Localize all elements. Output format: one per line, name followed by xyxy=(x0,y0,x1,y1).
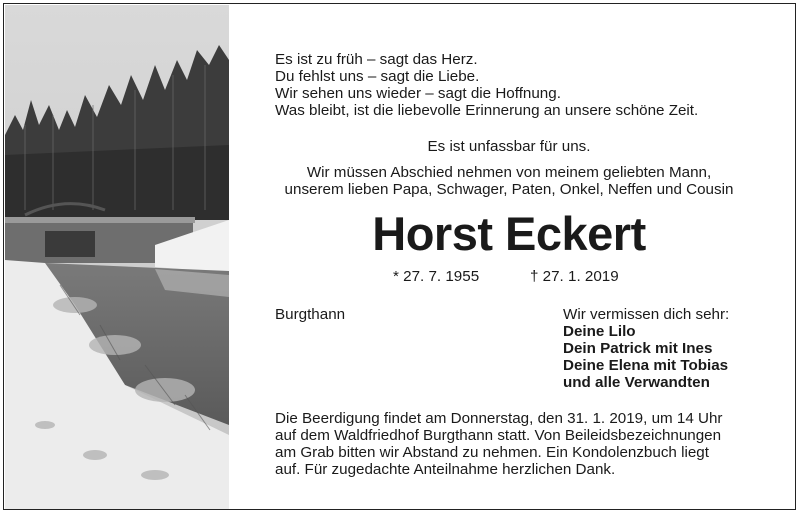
family-list xyxy=(563,323,728,391)
deceased-name: Horst Eckert xyxy=(372,207,646,260)
miss-heading: Wir vermissen dich sehr: xyxy=(563,306,730,323)
family-member: und alle Verwandten xyxy=(563,374,710,391)
funeral-line-4: auf. Für zugedachte Anteilnahme herzlichen Dank. xyxy=(275,461,616,478)
poem xyxy=(275,51,698,119)
family-member: Deine Lilo xyxy=(563,323,636,340)
poem-line-2: Du fehlst uns – sagt die Liebe. xyxy=(275,68,480,85)
abschied-line-2: unserem lieben Papa, Schwager, Paten, Onkel, Neffen und Cousin xyxy=(284,181,734,198)
unfassbar-line: Es ist unfassbar für uns. xyxy=(427,138,591,155)
funeral-line-2: auf dem Waldfriedhof Burgthann statt. Von Beileidsbezeichnungen xyxy=(275,427,722,444)
birth-date: * 27. 7. 1955 xyxy=(393,268,480,285)
poem-line-1: Es ist zu früh – sagt das Herz. xyxy=(275,51,478,68)
winter-canal-photo xyxy=(5,5,229,509)
abschied-line-1: Wir müssen Abschied nehmen von meinem geliebten Mann, xyxy=(306,164,712,181)
abschied-text xyxy=(275,164,743,198)
winter-canal-image xyxy=(5,5,229,509)
family-member: Dein Patrick mit Ines xyxy=(563,340,713,357)
funeral-line-3: am Grab bitten wir Abstand zu nehmen. Ein Kondolenzbuch liegt xyxy=(275,444,709,461)
poem-line-3: Wir sehen uns wieder – sagt die Hoffnung. xyxy=(275,85,561,102)
poem-line-4: Was bleibt, ist die liebevolle Erinnerung an unsere schöne Zeit. xyxy=(275,102,699,119)
death-date: † 27. 1. 2019 xyxy=(530,268,619,285)
funeral-notice xyxy=(275,410,722,478)
family-member: Deine Elena mit Tobias xyxy=(563,357,729,374)
place: Burgthann xyxy=(275,306,346,323)
funeral-line-1: Die Beerdigung findet am Donnerstag, den 31. 1. 2019, um 14 Uhr xyxy=(275,410,723,427)
